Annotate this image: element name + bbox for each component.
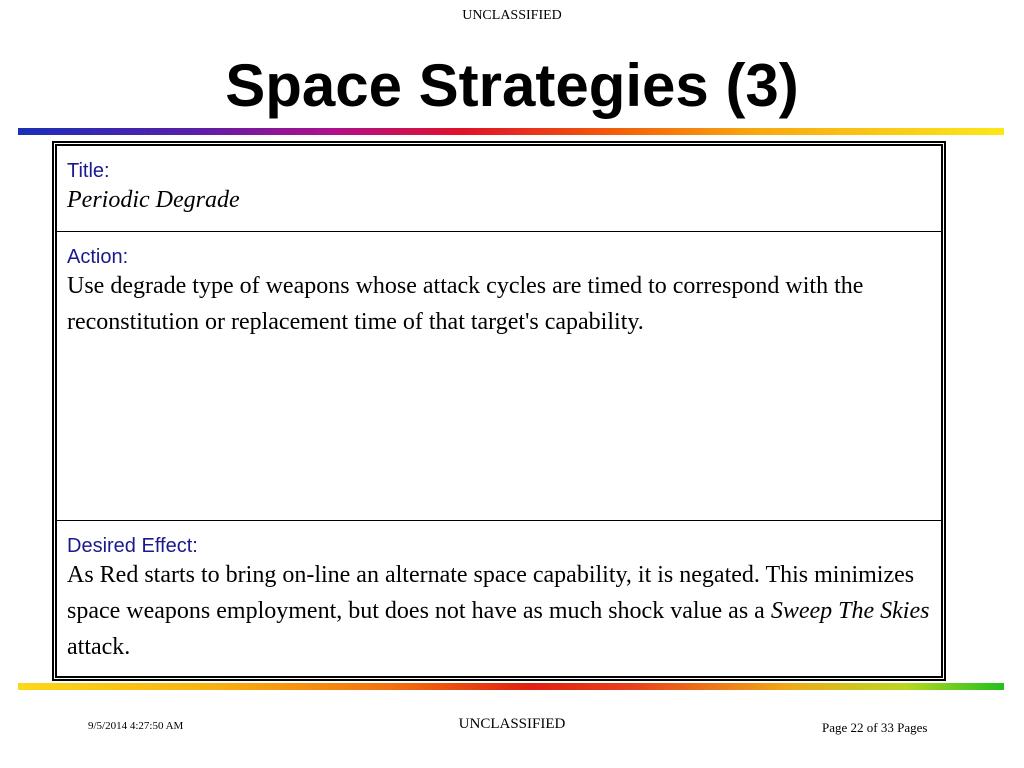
action-label: Action: [67, 246, 129, 268]
effect-text-end: attack. [67, 634, 131, 660]
title-label: Title: [67, 160, 110, 182]
slide-title: Space Strategies (3) [225, 52, 799, 119]
effect-text [67, 557, 931, 665]
title-cell [57, 146, 941, 231]
footer-timestamp: 9/5/2014 4:27:50 AM [88, 720, 184, 732]
bottom-divider [18, 683, 1004, 690]
effect-text-start: As Red starts to bring on-line an alternate space capability, it is negated. This minimizes space weapons employment, but does not have as much shock value as a [67, 562, 915, 624]
strategy-table [52, 141, 946, 681]
action-text: Use degrade type of weapons whose attack cycles are timed to correspond with the reconstitution or replacement time of that target's capability. [67, 273, 864, 335]
effect-cell [57, 520, 941, 676]
top-divider [18, 128, 1004, 135]
action-cell [57, 231, 941, 520]
footer-page-number: Page 22 of 33 Pages [822, 720, 928, 735]
title-value: Periodic Degrade [67, 187, 240, 213]
effect-label: Desired Effect: [67, 535, 198, 557]
effect-text-italic: Sweep The Skies [770, 598, 930, 624]
footer-classification: UNCLASSIFIED [458, 716, 566, 732]
classification-header: UNCLASSIFIED [462, 8, 562, 23]
